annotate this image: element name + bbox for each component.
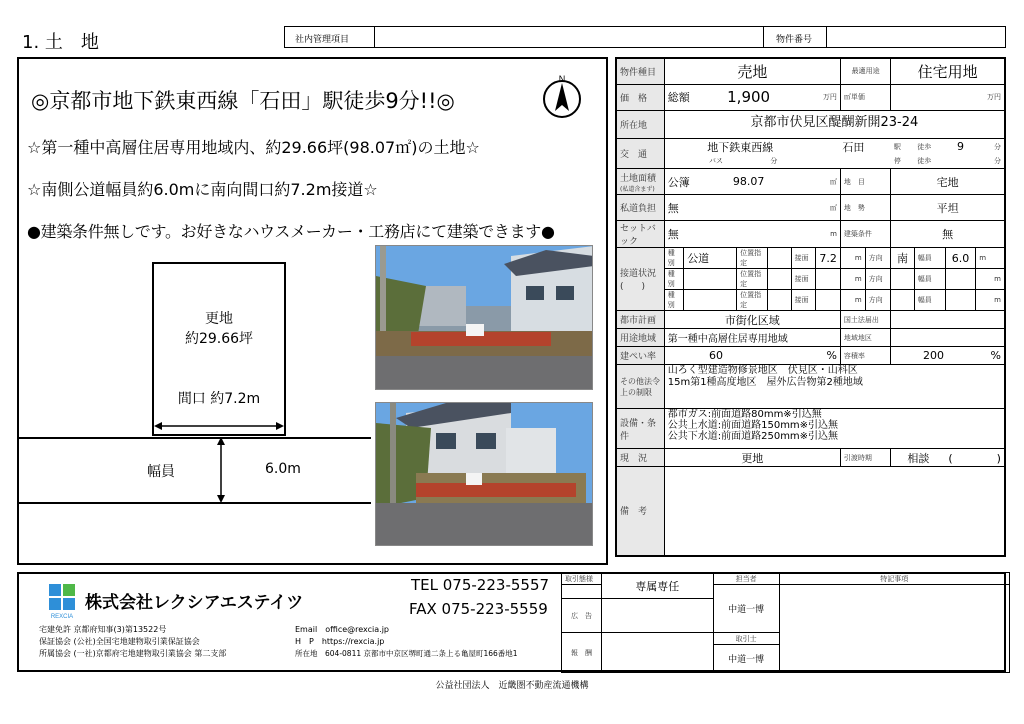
road-width-arrow: [215, 437, 227, 503]
traffic-label: 交 通: [616, 138, 664, 169]
direction-label-2: 方向: [865, 269, 891, 290]
land-area-unit: ㎡: [791, 169, 840, 195]
organization: 公益社団法人 近畿圏不動産流通機構: [435, 681, 589, 691]
assoc-1: 保証協会 (公社)全国宅地建物取引業保証協会: [39, 637, 200, 646]
status-label: 現 況: [616, 449, 664, 467]
setback-label: セットバック: [616, 221, 664, 248]
email: Email office@rexcia.jp: [295, 625, 389, 634]
station-name: 石田: [816, 138, 891, 155]
land-area-label-text: 土地面積: [620, 173, 657, 184]
assoc-2: 所属協会 (一社)京都府宅地建物取引業協会 第二支部: [39, 649, 227, 658]
status-value: 更地: [664, 449, 840, 467]
road-edge-bottom: [19, 502, 371, 504]
setback-unit: m: [706, 221, 840, 248]
feature-line-1: ☆第一種中高層住居専用地域内、約29.66坪(98.07㎡)の土地☆: [27, 138, 480, 157]
walk-label-2: 徒歩: [914, 155, 945, 169]
road-type-label: 種別: [664, 248, 683, 269]
terrain-value: 平坦: [891, 195, 1005, 221]
private-road-value: 無: [664, 195, 706, 221]
plot-outline: [152, 262, 286, 436]
frontage-value: 7.2: [816, 248, 841, 269]
bcr-unit: %: [767, 347, 840, 365]
width-label-3: 幅員: [914, 290, 945, 311]
spec-table: [615, 57, 1006, 557]
office-address: 所在地 604-0811 京都市中京区堺町通二条上る亀屋町166番地1: [295, 649, 518, 658]
ad-label: 広 告: [562, 599, 602, 633]
category-label: 地 目: [840, 169, 890, 195]
designation-label-2: 位置指定: [737, 269, 768, 290]
land-area-value: 98.07: [706, 169, 791, 195]
headline: ◎京都市地下鉄東西線「石田」駅徒歩9分!!◎: [31, 89, 455, 113]
location-value: 京都市伏見区醍醐新開23-24: [664, 110, 1005, 138]
frontage-label-2: 接面: [791, 269, 816, 290]
other-label: その他法令上の制限: [616, 365, 664, 409]
width-label: 幅員: [914, 248, 945, 269]
special-label: 特記事項: [779, 573, 1009, 585]
fee-label: 報 酬: [562, 633, 602, 673]
minutes-unit: 分: [976, 138, 1005, 155]
station-suffix: 駅: [891, 138, 914, 155]
direction-label-3: 方向: [865, 290, 891, 311]
handover-paren: ( ): [945, 449, 1005, 467]
land-area-label: [616, 169, 664, 195]
facility-sewer: 公共下水道:前面道路250mm※引込無: [667, 431, 839, 442]
planning-value: 市街化区域: [664, 311, 840, 329]
setback-value: 無: [664, 221, 706, 248]
handover-value: 相談: [891, 449, 945, 467]
unit-price-unit: 万円: [891, 84, 1005, 110]
compass-icon: [539, 73, 585, 119]
road-type-label-3: 種別: [664, 290, 683, 311]
road-width: 6.0m: [265, 461, 301, 477]
access-label-text: 接道状況: [620, 269, 657, 279]
plot-title: 更地: [205, 311, 233, 327]
road-type-label-2: 種別: [664, 269, 683, 290]
use-label: 最適用途: [840, 58, 890, 84]
site-photo-2: [375, 402, 593, 546]
private-road-label: 私道負担: [616, 195, 664, 221]
staff-label: 担当者: [713, 573, 779, 585]
deal-value: 専属専任: [601, 573, 713, 599]
width-value: 6.0: [945, 248, 975, 269]
zone-label: 用途地域: [616, 329, 664, 347]
direction-label: 方向: [865, 248, 891, 269]
feature-line-2: ☆南側公道幅員約6.0mに南向間口約7.2m接道☆: [27, 180, 378, 199]
width-unit: m: [976, 248, 1005, 269]
land-area-kind: 公簿: [664, 169, 706, 195]
build-cond-label: 建築条件: [840, 221, 890, 248]
walk-minutes: 9: [945, 138, 975, 155]
facility-gas: 都市ガス:前面道路80mm※引込無: [667, 409, 822, 420]
fax: FAX 075-223-5559: [409, 600, 548, 618]
road-label: 幅員: [147, 464, 175, 480]
optimal-use: 住宅用地: [891, 58, 1005, 84]
frontage-arrow: [154, 420, 284, 432]
frontage-label: 接面: [791, 248, 816, 269]
price-total-label: 総額: [664, 84, 706, 110]
main-panel: [17, 57, 608, 565]
bcr-label: 建ぺい率: [616, 347, 664, 365]
deal-table: [561, 572, 1010, 673]
direction-value: 南: [891, 248, 914, 269]
tel: TEL 075-223-5557: [411, 576, 550, 594]
land-area-note: (私道含まず): [620, 185, 655, 193]
private-road-unit: ㎡: [706, 195, 840, 221]
handover-label: 引渡時期: [840, 449, 890, 467]
width-label-2: 幅員: [914, 269, 945, 290]
logo-text: REXCIA: [50, 614, 74, 620]
zone-value: 第一種中高層住居専用地域: [664, 329, 840, 347]
designation-label: 位置指定: [737, 248, 768, 269]
company-name: 株式会社レクシアエステイツ: [85, 593, 304, 613]
frontage-unit-3: m: [840, 290, 865, 311]
bus-min-unit: 分: [767, 155, 816, 169]
access-paren: ( ): [620, 282, 646, 292]
far-label: 容積率: [840, 347, 890, 365]
section-title: 1. 土 地: [22, 32, 99, 53]
road-type-value: 公道: [684, 248, 737, 269]
prop-no-label: 物件番号: [763, 27, 827, 47]
walk-label: 徒歩: [914, 138, 945, 155]
line-name: 地下鉄東西線: [664, 138, 816, 155]
build-cond-value: 無: [891, 221, 1005, 248]
frontage-unit-2: m: [840, 269, 865, 290]
bcr-value: 60: [664, 347, 767, 365]
remarks-label: 備 考: [616, 467, 664, 556]
land-category: 宅地: [891, 169, 1005, 195]
company-logo: [45, 582, 79, 620]
district-label: 地域地区: [840, 329, 890, 347]
width-unit-3: m: [976, 290, 1005, 311]
site-photo-1: [375, 245, 593, 390]
mgmt-label: 社内管理項目: [285, 27, 375, 47]
deal-label: 取引態様: [562, 573, 602, 585]
website: H P https://rexcia.jp: [295, 637, 385, 646]
minutes-unit-2: 分: [976, 155, 1005, 169]
width-unit-2: m: [976, 269, 1005, 290]
other-limit-1: 山ろく型建造物修景地区 伏見区・山科区: [667, 365, 858, 376]
agent-value: 中道一博: [713, 645, 779, 673]
location-label: 所在地: [616, 110, 664, 138]
facility-label: 設備・条件: [616, 409, 664, 449]
access-label: [616, 248, 664, 311]
planning-label: 都市計画: [616, 311, 664, 329]
svg-text:N: N: [558, 74, 566, 84]
road-edge-top: [19, 437, 371, 439]
price-label: 価 格: [616, 84, 664, 110]
staff-value: 中道一博: [713, 585, 779, 633]
agent-label: 取引士: [713, 633, 779, 645]
header-bar: [284, 26, 1006, 48]
property-type: 売地: [664, 58, 840, 84]
price-value: 1,900: [706, 84, 791, 110]
frontage-label: 間口 約7.2m: [177, 391, 261, 407]
far-value: 200: [891, 347, 976, 365]
facility-water: 公共上水道:前面道路150mm※引込無: [667, 420, 839, 431]
type-label: 物件種目: [616, 58, 664, 84]
other-limit-2: 15m第1種高度地区 屋外広告物第2種地域: [667, 377, 863, 388]
frontage-label-3: 接面: [791, 290, 816, 311]
plot-area: 約29.66坪: [184, 331, 254, 347]
designation-label-3: 位置指定: [737, 290, 768, 311]
unit-price-label: ㎡単価: [840, 84, 890, 110]
notify-label: 国土法届出: [840, 311, 890, 329]
frontage-unit: m: [840, 248, 865, 269]
bus-label: バス: [664, 155, 767, 169]
feature-line-3: ●建築条件無しです。お好きなハウスメーカー・工務店にて建築できます●: [27, 222, 555, 241]
footer-panel: [17, 572, 1006, 672]
stop-label: 停: [891, 155, 914, 169]
far-unit: %: [976, 347, 1005, 365]
license: 宅建免許 京都府知事(3)第13522号: [39, 625, 167, 634]
price-unit: 万円: [791, 84, 840, 110]
terrain-label: 地 勢: [840, 195, 890, 221]
